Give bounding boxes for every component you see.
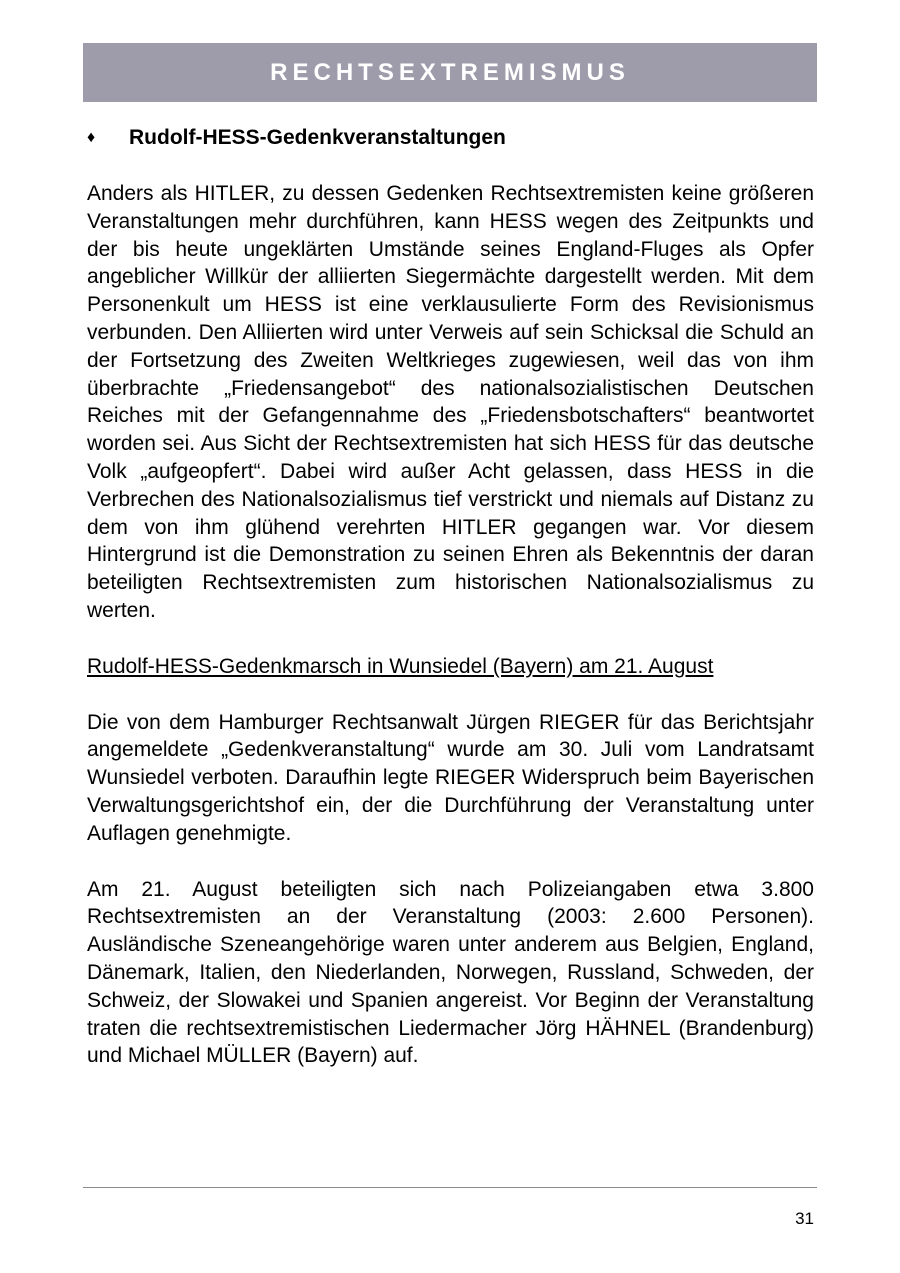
footer-divider — [83, 1187, 817, 1188]
paragraph-intro: Anders als HITLER, zu dessen Gedenken Rechtsextremisten keine größeren Veranstaltungen mehr durchführen, kann HESS wegen des Zeitpunkts und der bis heute ungeklärten Umstände seines England-Fluges als Opfer angeblicher Willkür der alliierten Siegermächte dargestellt werden. Mit dem Personenkult um HESS ist eine verklausulierte Form des Revisionismus verbunden. Den Alliierten wird unter Verweis auf sein Schicksal die Schuld an der Fortsetzung des Zweiten Weltkrieges zugewiesen, weil das von ihm überbrachte „Friedensangebot“ des nationalsozialistischen Deutschen Reiches mit der Gefangennahme des „Friedensbotschafters“ beantwortet worden sei. Aus Sicht der Rechtsextremisten hat sich HESS für das deutsche Volk „aufgeopfert“. Dabei wird außer Acht gelassen, dass HESS in die Verbrechen des Nationalsozialismus tief verstrickt und niemals auf Distanz zu dem von ihm glühend verehrten HITLER gegangen war. Vor diesem Hintergrund ist die Demonstration zu seinen Ehren als Bekenntnis der daran beteiligten Rechtsextremisten zum historischen Nationalsozialismus zu werten. — [87, 182, 814, 622]
paragraph-teilnehmer: Am 21. August beteiligten sich nach Polizeiangaben etwa 3.800 Rechtsextremisten an der Veranstaltung (2003: 2.600 Personen). Ausländische Szeneangehörige waren unter anderem aus Belgien, England, Dänemark, Italien, den Niederlanden, Norwegen, Russland, Schweden, der Schweiz, der Slowakei und Spanien angereist. Vor Beginn der Veranstaltung traten die rechtsextremistischen Liedermacher Jörg HÄHNEL (Brandenburg) und Michael MÜLLER (Bayern) auf. — [87, 877, 814, 1068]
section-heading-text: Rudolf-HESS-Gedenkveranstaltungen — [129, 126, 506, 149]
page-content — [87, 122, 814, 1098]
page-number: 31 — [795, 1209, 814, 1228]
paragraph-verbot: Die von dem Hamburger Rechtsanwalt Jürgen RIEGER für das Berichtsjahr angemeldete „Gedenkveranstaltung“ wurde am 30. Juli vom Landratsamt Wunsiedel verboten. Daraufhin legte RIEGER Widerspruch beim Bayerischen Verwaltungsgerichtshof ein, der die Durchführung der Veranstaltung unter Auflagen genehmigte. — [87, 710, 814, 845]
section-heading — [87, 122, 814, 154]
subheading-gedenkmarsch: Rudolf-HESS-Gedenkmarsch in Wunsiedel (Bayern) am 21. August — [87, 654, 714, 678]
page-header-bar — [83, 43, 817, 102]
page-header-title: RECHTSEXTREMISMUS — [270, 58, 630, 86]
diamond-bullet-icon: ♦ — [87, 129, 96, 146]
